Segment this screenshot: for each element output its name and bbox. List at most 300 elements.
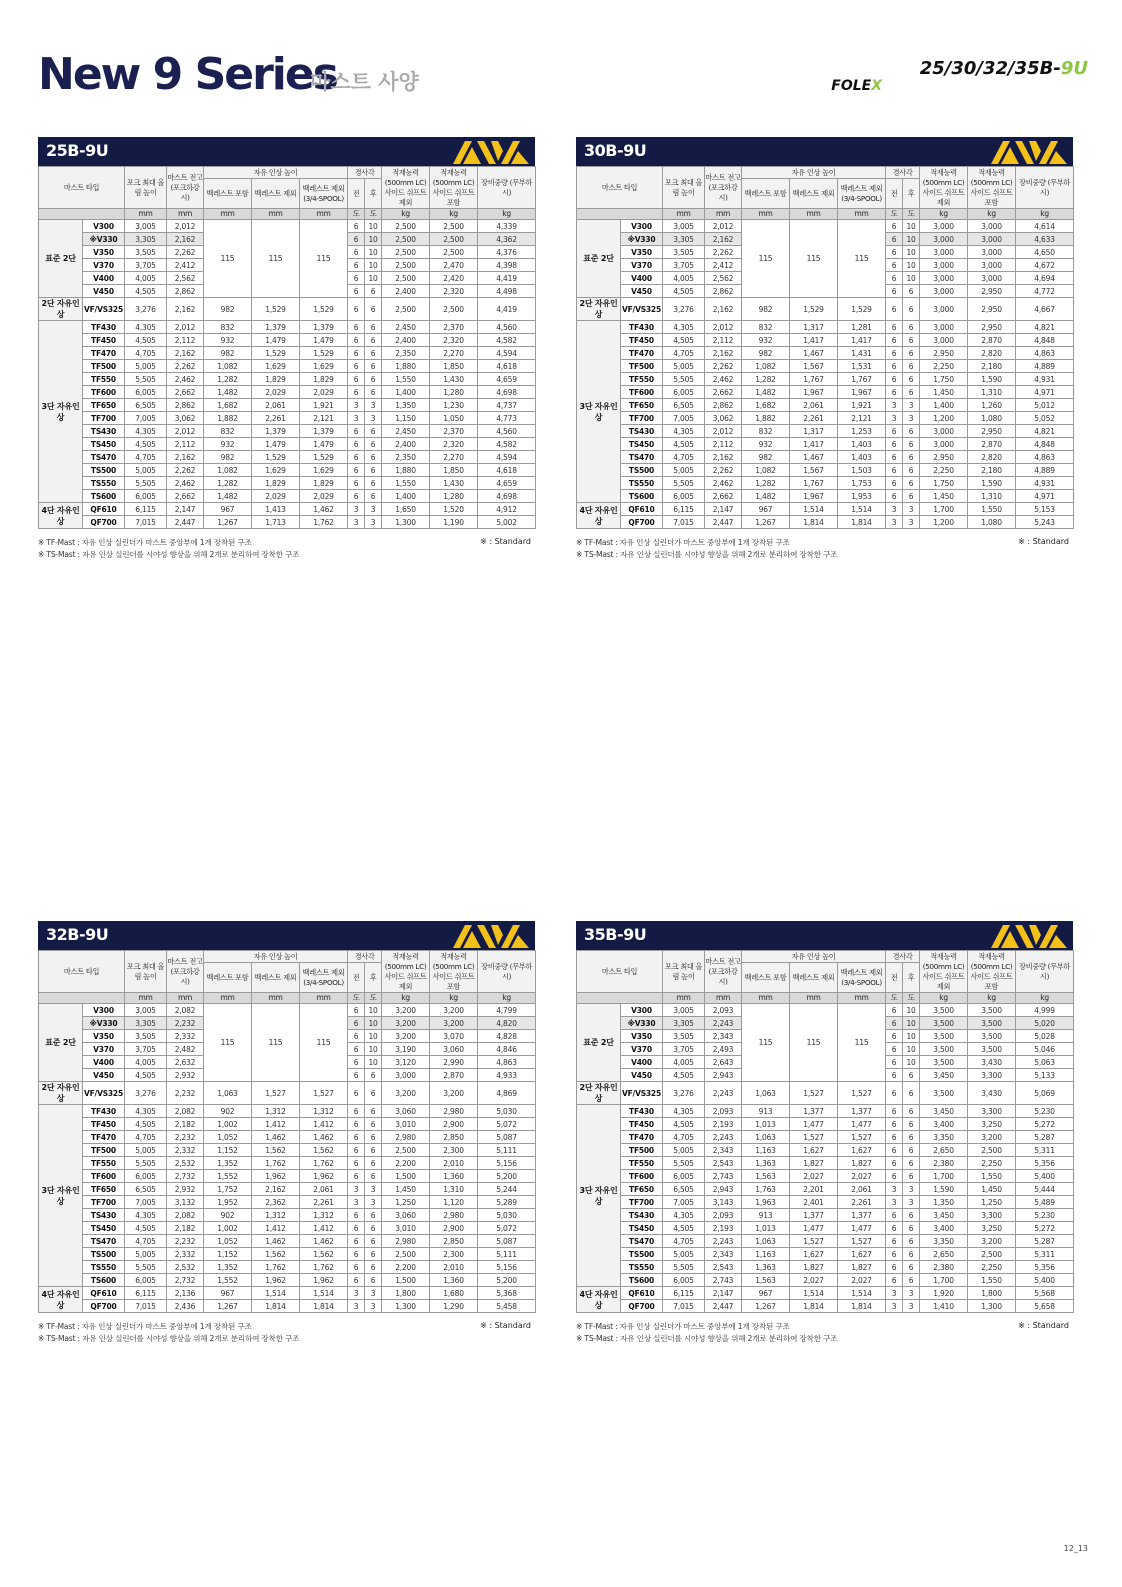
value-cell: 6	[348, 298, 365, 321]
page-header	[38, 48, 1088, 108]
header-weight: 장비중량 (무부하시)	[478, 167, 536, 209]
value-cell: 4,633	[1016, 233, 1074, 246]
value-cell: 7,005	[125, 1196, 167, 1209]
value-cell: 1,529	[252, 451, 300, 464]
table-row	[39, 1300, 536, 1313]
value-cell: 1,753	[838, 477, 886, 490]
unit-cell: mm	[300, 993, 348, 1004]
model-cell: V300	[83, 1004, 125, 1017]
value-cell: 2,093	[705, 1209, 742, 1222]
group-label: 4단 자유인상	[39, 1287, 83, 1313]
table-row	[39, 1144, 536, 1157]
table-row	[577, 1300, 1074, 1313]
model-cell: TF470	[83, 1131, 125, 1144]
model-cell: V450	[621, 285, 663, 298]
value-cell: 1,430	[430, 477, 478, 490]
value-cell: 5,072	[478, 1222, 536, 1235]
value-cell: 6	[903, 360, 920, 373]
value-cell: 3,300	[968, 1069, 1016, 1082]
value-cell: 2,162	[167, 233, 204, 246]
value-cell: 1,282	[742, 477, 790, 490]
value-cell: 2,420	[430, 272, 478, 285]
value-cell: 5,072	[478, 1118, 536, 1131]
footnotes	[576, 1321, 1073, 1347]
model-cell: V370	[83, 259, 125, 272]
value-cell: 1,767	[790, 373, 838, 386]
value-cell: 2,262	[167, 246, 204, 259]
model-cell: TF550	[83, 373, 125, 386]
value-cell: 2,250	[968, 1261, 1016, 1274]
value-cell: 1,400	[382, 490, 430, 503]
value-cell: 4,933	[478, 1069, 536, 1082]
model-cell: TF430	[621, 1105, 663, 1118]
table-row	[39, 1105, 536, 1118]
value-cell: 1,562	[300, 1144, 348, 1157]
value-cell: 1,312	[300, 1209, 348, 1222]
value-cell: 1,400	[382, 386, 430, 399]
value-cell: 6	[903, 1261, 920, 1274]
value-cell: 4,694	[1016, 272, 1074, 285]
value-cell: 3	[365, 1300, 382, 1313]
value-cell: 1,713	[252, 516, 300, 529]
value-cell: 6	[886, 1043, 903, 1056]
value-cell: 3,143	[705, 1196, 742, 1209]
model-cell: TF550	[83, 1157, 125, 1170]
unit-cell: mm	[125, 993, 167, 1004]
value-cell: 2,061	[300, 1183, 348, 1196]
value-cell: 4,971	[1016, 490, 1074, 503]
value-cell: 4,799	[478, 1004, 536, 1017]
value-cell: 2,362	[252, 1196, 300, 1209]
value-cell: 1,250	[968, 1196, 1016, 1209]
value-cell: 2,870	[968, 334, 1016, 347]
value-cell: 1,962	[300, 1170, 348, 1183]
value-cell: 3	[886, 1287, 903, 1300]
table-row	[39, 1170, 536, 1183]
value-cell: 1,312	[300, 1105, 348, 1118]
value-cell: 1,482	[204, 490, 252, 503]
unit-cell: kg	[968, 993, 1016, 1004]
value-cell: 3,190	[382, 1043, 430, 1056]
value-cell: 1,827	[838, 1157, 886, 1170]
value-cell: 1,450	[382, 1183, 430, 1196]
model-cell: V400	[83, 272, 125, 285]
value-cell: 967	[204, 1287, 252, 1300]
value-cell: 5,287	[1016, 1131, 1074, 1144]
unit-cell: mm	[167, 993, 204, 1004]
value-cell: 2,950	[968, 321, 1016, 334]
value-cell: 1,350	[920, 1196, 968, 1209]
value-cell: 967	[204, 503, 252, 516]
value-cell: 3,200	[430, 1082, 478, 1105]
header-free-lift: 자유 인상 높이	[742, 951, 886, 963]
value-cell: 3,400	[920, 1118, 968, 1131]
value-cell: 2,412	[705, 259, 742, 272]
value-cell: 3,000	[920, 298, 968, 321]
table-row	[577, 1235, 1074, 1248]
unit-cell: kg	[478, 209, 536, 220]
value-cell: 10	[903, 1056, 920, 1069]
value-cell: 5,200	[478, 1170, 536, 1183]
value-cell: 5,133	[1016, 1069, 1074, 1082]
value-cell: 2,121	[838, 412, 886, 425]
value-cell: 3	[365, 516, 382, 529]
value-cell: 5,272	[1016, 1118, 1074, 1131]
value-cell: 3,000	[382, 1069, 430, 1082]
value-cell: 3,276	[125, 298, 167, 321]
table-row	[39, 412, 536, 425]
value-cell: 1,462	[300, 1131, 348, 1144]
value-cell: 10	[365, 220, 382, 233]
unit-cell: 도	[348, 993, 365, 1004]
value-cell: 3,005	[125, 220, 167, 233]
table-row	[39, 220, 536, 233]
value-cell: 5,505	[125, 1261, 167, 1274]
model-cell: V370	[83, 1043, 125, 1056]
value-cell: 1,500	[382, 1170, 430, 1183]
value-cell: 5,368	[478, 1287, 536, 1300]
value-cell: 10	[903, 1004, 920, 1017]
value-cell: 1,482	[742, 490, 790, 503]
header-mast-height-label: 마스트 전고	[705, 172, 741, 182]
model-cell: ※V330	[83, 1017, 125, 1030]
model-cell: VF/VS325	[83, 1082, 125, 1105]
section-logo	[451, 921, 531, 950]
unit-cell: mm	[125, 209, 167, 220]
table-row	[39, 503, 536, 516]
table-row	[39, 298, 536, 321]
value-cell: 2,900	[430, 1222, 478, 1235]
value-cell: 913	[742, 1209, 790, 1222]
value-cell: 2,743	[705, 1170, 742, 1183]
value-cell: 2,462	[705, 477, 742, 490]
brand-name	[831, 78, 882, 94]
value-cell: 6	[903, 373, 920, 386]
value-cell: 1,550	[968, 1274, 1016, 1287]
model-cell: TF500	[83, 360, 125, 373]
value-cell: 2,147	[705, 1287, 742, 1300]
table-row	[577, 1170, 1074, 1183]
model-cell: TS470	[83, 451, 125, 464]
value-cell: 4,667	[1016, 298, 1074, 321]
value-cell: 7,005	[125, 412, 167, 425]
value-cell: 1,514	[790, 1287, 838, 1300]
value-cell: 6	[365, 464, 382, 477]
value-cell: 2,262	[167, 464, 204, 477]
value-cell: 2,320	[430, 285, 478, 298]
value-cell: 1,267	[742, 1300, 790, 1313]
table-row	[39, 386, 536, 399]
value-cell: 6	[348, 272, 365, 285]
unit-cell: mm	[790, 993, 838, 1004]
model-cell: TF430	[621, 321, 663, 334]
value-cell: 1,590	[968, 373, 1016, 386]
value-cell: 6,115	[663, 1287, 705, 1300]
value-cell: 3	[365, 1196, 382, 1209]
header-mast-height	[167, 951, 204, 993]
value-cell: 1,629	[300, 360, 348, 373]
free-lift-merged-cell: 115	[204, 1004, 252, 1082]
header-fl-backrest-in: 백레스트 포함	[204, 963, 252, 993]
value-cell: 6	[365, 1170, 382, 1183]
value-cell: 2,562	[705, 272, 742, 285]
table-row	[39, 451, 536, 464]
value-cell: 6	[886, 1157, 903, 1170]
unit-cell: mm	[838, 993, 886, 1004]
value-cell: 2,650	[920, 1248, 968, 1261]
value-cell: 2,401	[790, 1196, 838, 1209]
value-cell: 6	[348, 451, 365, 464]
value-cell: 6	[365, 360, 382, 373]
value-cell: 3	[365, 1183, 382, 1196]
model-cell: TS450	[83, 438, 125, 451]
value-cell: 1,082	[204, 360, 252, 373]
value-cell: 2,162	[705, 233, 742, 246]
value-cell: 832	[204, 425, 252, 438]
header-fl-backrest-in: 백레스트 포함	[742, 179, 790, 209]
value-cell: 4,419	[478, 298, 536, 321]
value-cell: 4,505	[125, 334, 167, 347]
value-cell: 1,550	[968, 503, 1016, 516]
model-cell: TF500	[621, 360, 663, 373]
header-tilt: 경사각	[886, 951, 920, 963]
value-cell: 3	[903, 1300, 920, 1313]
table-row	[39, 464, 536, 477]
value-cell: 2,820	[968, 451, 1016, 464]
model-cell: TF700	[83, 1196, 125, 1209]
value-cell: 2,543	[705, 1261, 742, 1274]
model-cell: TS430	[621, 1209, 663, 1222]
model-cell: TS450	[621, 1222, 663, 1235]
footnote-ts: ※ TS-Mast : 자유 인상 실린더를 시야성 향상을 위해 2개로 분리하여 장착한 구조	[38, 1334, 300, 1343]
value-cell: 1,412	[252, 1118, 300, 1131]
value-cell: 2,350	[382, 347, 430, 360]
value-cell: 3,276	[663, 1082, 705, 1105]
value-cell: 6	[886, 1261, 903, 1274]
value-cell: 3,500	[968, 1004, 1016, 1017]
value-cell: 4,659	[478, 373, 536, 386]
value-cell: 4,339	[478, 220, 536, 233]
value-cell: 6	[348, 1105, 365, 1118]
value-cell: 1,462	[300, 503, 348, 516]
value-cell: 3,000	[920, 246, 968, 259]
value-cell: 1,627	[790, 1144, 838, 1157]
value-cell: 932	[204, 334, 252, 347]
unit-cell: kg	[478, 993, 536, 1004]
value-cell: 5,458	[478, 1300, 536, 1313]
value-cell: 2,980	[382, 1235, 430, 1248]
model-cell: QF610	[621, 503, 663, 516]
value-cell: 3,000	[920, 233, 968, 246]
value-cell: 1,827	[790, 1261, 838, 1274]
value-cell: 2,662	[705, 490, 742, 503]
unit-cell: mm	[167, 209, 204, 220]
group-label: 2단 자유인상	[39, 298, 83, 321]
value-cell: 2,980	[430, 1209, 478, 1222]
value-cell: 6	[365, 490, 382, 503]
value-cell: 3,200	[382, 1082, 430, 1105]
value-cell: 4,505	[663, 1118, 705, 1131]
value-cell: 4,305	[125, 321, 167, 334]
header-tilt-rear: 후	[365, 179, 382, 209]
value-cell: 6	[886, 1105, 903, 1118]
value-cell: 4,773	[478, 412, 536, 425]
table-row	[577, 1274, 1074, 1287]
free-lift-merged-cell: 115	[742, 220, 790, 298]
value-cell: 6	[365, 1157, 382, 1170]
model-cell: TS600	[621, 490, 663, 503]
model-cell: V350	[83, 1030, 125, 1043]
value-cell: 1,814	[838, 516, 886, 529]
value-cell: 10	[903, 259, 920, 272]
header-tilt-front: 전	[348, 963, 365, 993]
value-cell: 5,063	[1016, 1056, 1074, 1069]
value-cell: 3,200	[430, 1004, 478, 1017]
unit-cell: kg	[430, 209, 478, 220]
table-row	[577, 399, 1074, 412]
value-cell: 4,705	[125, 451, 167, 464]
value-cell: 2,200	[382, 1157, 430, 1170]
unit-cell: 도	[903, 209, 920, 220]
value-cell: 1,763	[742, 1183, 790, 1196]
value-cell: 1,850	[430, 464, 478, 477]
value-cell: 2,462	[705, 373, 742, 386]
spec-section	[576, 921, 1073, 1347]
value-cell: 1,430	[430, 373, 478, 386]
value-cell: 1,479	[300, 438, 348, 451]
value-cell: 4,705	[125, 1131, 167, 1144]
value-cell: 10	[903, 1017, 920, 1030]
value-cell: 1,412	[300, 1118, 348, 1131]
section-header	[576, 921, 1073, 950]
model-cell: TF600	[83, 386, 125, 399]
value-cell: 1,520	[430, 503, 478, 516]
value-cell: 4,582	[478, 438, 536, 451]
value-cell: 1,282	[204, 373, 252, 386]
value-cell: 1,002	[204, 1118, 252, 1131]
model-cell: V300	[621, 220, 663, 233]
value-cell: 6,005	[663, 1274, 705, 1287]
model-cell: ※V330	[621, 233, 663, 246]
value-cell: 2,932	[167, 1069, 204, 1082]
value-cell: 5,002	[478, 516, 536, 529]
value-cell: 2,112	[167, 438, 204, 451]
value-cell: 1,412	[252, 1222, 300, 1235]
header-capacity-ex: 적재능력 (500mm LC) 사이드 쉬프트 제외	[382, 167, 430, 209]
value-cell: 6	[903, 321, 920, 334]
value-cell: 6	[903, 1082, 920, 1105]
value-cell: 3,500	[920, 1030, 968, 1043]
value-cell: 6	[348, 1082, 365, 1105]
value-cell: 1,629	[252, 360, 300, 373]
value-cell: 982	[204, 451, 252, 464]
model-cell: VF/VS325	[621, 1082, 663, 1105]
value-cell: 3,200	[430, 1017, 478, 1030]
value-cell: 10	[365, 1056, 382, 1069]
value-cell: 5,289	[478, 1196, 536, 1209]
unit-blank	[39, 993, 125, 1004]
value-cell: 3,062	[167, 412, 204, 425]
value-cell: 3,276	[125, 1082, 167, 1105]
value-cell: 2,270	[430, 347, 478, 360]
value-cell: 3,450	[920, 1209, 968, 1222]
value-cell: 6	[365, 347, 382, 360]
header-fl-backrest-ex: 백레스트 제외	[790, 963, 838, 993]
value-cell: 2,462	[167, 373, 204, 386]
value-cell: 5,505	[125, 373, 167, 386]
value-cell: 6	[348, 1069, 365, 1082]
series-stripe-logo-icon	[451, 921, 531, 950]
value-cell: 5,444	[1016, 1183, 1074, 1196]
value-cell: 1,527	[838, 1082, 886, 1105]
value-cell: 6	[886, 386, 903, 399]
value-cell: 1,952	[204, 1196, 252, 1209]
value-cell: 2,500	[968, 1248, 1016, 1261]
model-cell: TF650	[621, 1183, 663, 1196]
footnotes	[576, 537, 1073, 563]
table-row	[577, 425, 1074, 438]
value-cell: 1,230	[430, 399, 478, 412]
value-cell: 6	[348, 1209, 365, 1222]
footnote-tf: ※ TF-Mast : 자유 인상 실린더가 마스트 중앙부에 1개 장착된 구조	[38, 538, 252, 547]
value-cell: 2,436	[167, 1300, 204, 1313]
group-label: 3단 자유인상	[39, 1105, 83, 1287]
value-cell: 2,250	[920, 464, 968, 477]
value-cell: 3,705	[125, 1043, 167, 1056]
model-cell: TS430	[621, 425, 663, 438]
value-cell: 1,310	[430, 1183, 478, 1196]
value-cell: 1,962	[300, 1274, 348, 1287]
value-cell: 1,552	[204, 1274, 252, 1287]
value-cell: 1,514	[838, 1287, 886, 1300]
value-cell: 3,060	[382, 1209, 430, 1222]
model-cell: TS450	[83, 1222, 125, 1235]
value-cell: 5,244	[478, 1183, 536, 1196]
value-cell: 2,450	[382, 321, 430, 334]
spec-section	[38, 137, 535, 563]
model-cell: TF450	[621, 1118, 663, 1131]
value-cell: 3	[348, 399, 365, 412]
value-cell: 6,005	[663, 386, 705, 399]
value-cell: 902	[204, 1209, 252, 1222]
value-cell: 2,147	[705, 503, 742, 516]
brand-name-mark: X	[871, 78, 882, 94]
value-cell: 2,932	[167, 1183, 204, 1196]
value-cell: 2,500	[382, 298, 430, 321]
group-label: 2단 자유인상	[577, 298, 621, 321]
value-cell: 6	[886, 1069, 903, 1082]
value-cell: 6	[365, 298, 382, 321]
value-cell: 1,450	[920, 386, 968, 399]
value-cell: 1,200	[920, 516, 968, 529]
section-title: 35B-9U	[584, 925, 647, 944]
value-cell: 2,500	[382, 233, 430, 246]
series-stripe-logo-icon	[451, 137, 531, 166]
free-lift-merged-cell: 115	[790, 1004, 838, 1082]
value-cell: 4,618	[478, 360, 536, 373]
value-cell: 6	[903, 1105, 920, 1118]
value-cell: 1,052	[204, 1235, 252, 1248]
value-cell: 5,005	[125, 360, 167, 373]
value-cell: 3	[348, 1287, 365, 1300]
value-cell: 2,300	[430, 1248, 478, 1261]
value-cell: 2,061	[838, 1183, 886, 1196]
value-cell: 2,180	[968, 464, 1016, 477]
value-cell: 1,563	[742, 1274, 790, 1287]
value-cell: 5,087	[478, 1131, 536, 1144]
value-cell: 832	[742, 321, 790, 334]
value-cell: 3	[365, 503, 382, 516]
